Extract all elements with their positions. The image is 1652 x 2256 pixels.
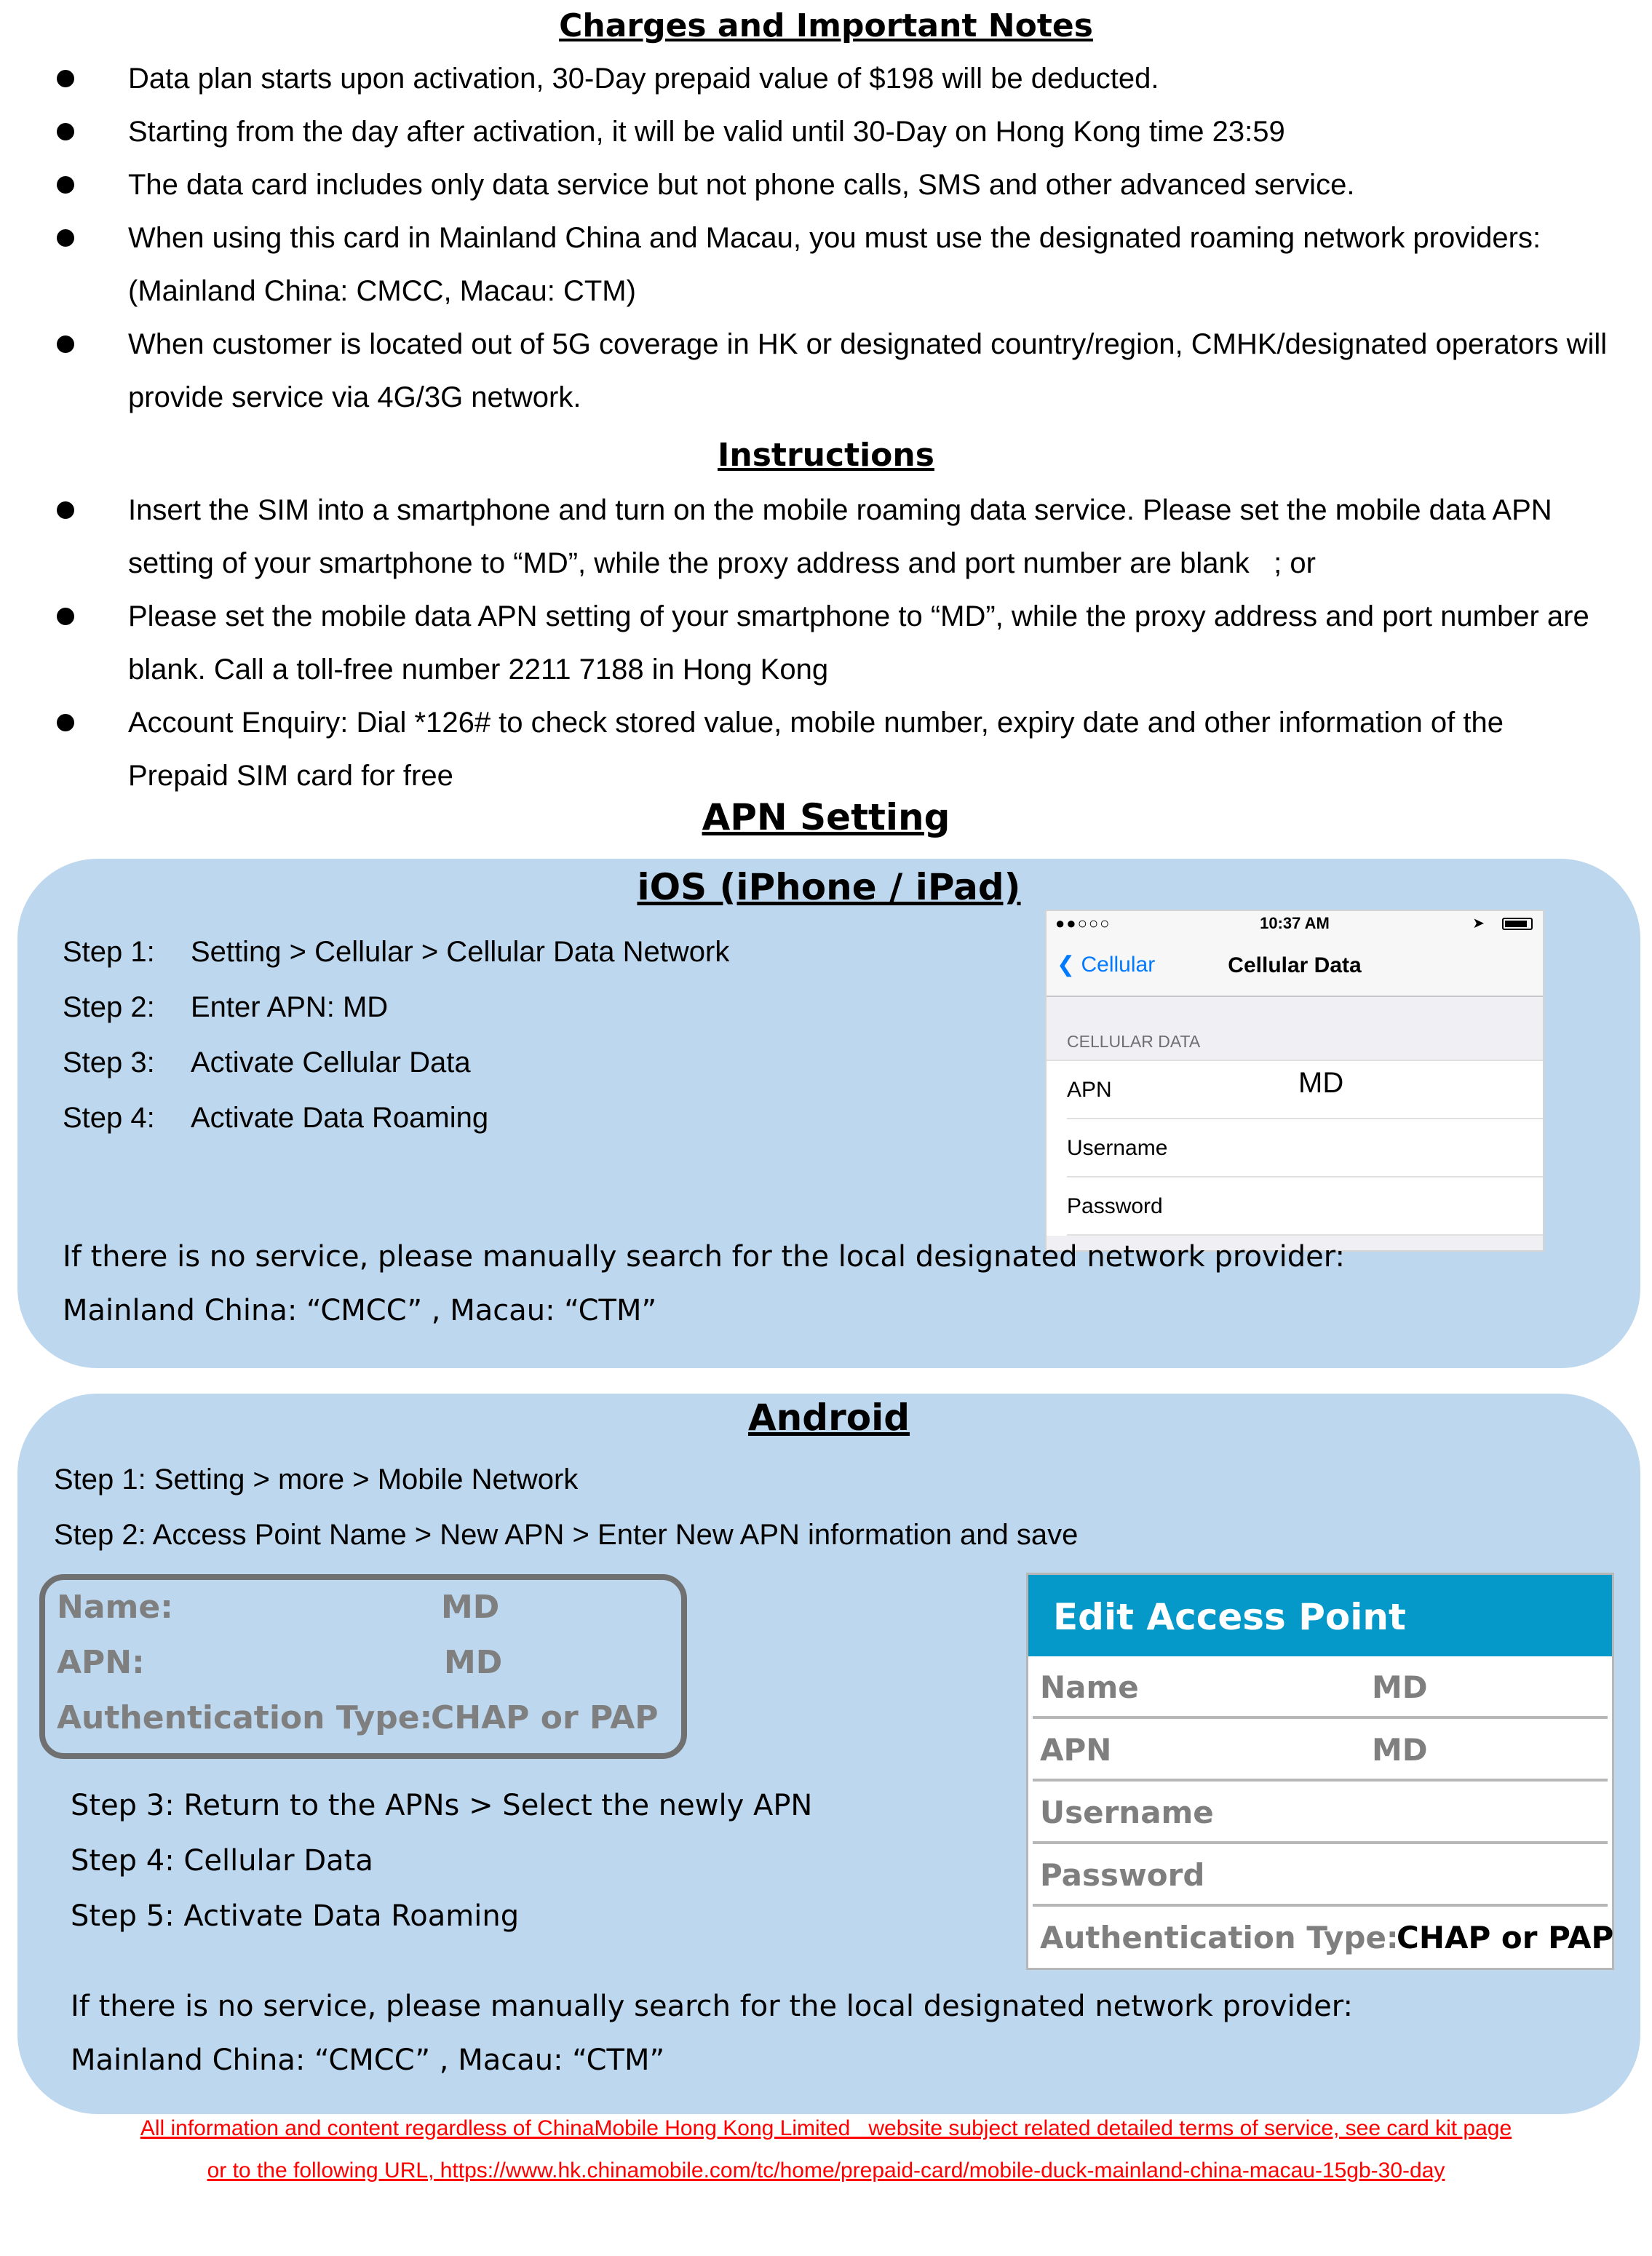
android-title: Android bbox=[747, 1397, 910, 1439]
apn-row[interactable]: APN MD bbox=[1067, 1061, 1543, 1119]
footer-disclaimer: All information and content regardless of ChinaMobile Hong Kong Limited website subject related detailed terms of service, see card kit page bbox=[140, 2116, 1512, 2140]
list-item: The data card includes only data service but not phone calls, SMS and other advanced service. bbox=[0, 159, 1652, 212]
list-item: Data plan starts upon activation, 30-Day prepaid value of $198 will be deducted. bbox=[0, 52, 1652, 106]
android-steps-bottom bbox=[71, 1778, 812, 1944]
bullet-icon bbox=[57, 123, 74, 140]
iphone-cellular-screenshot bbox=[1045, 910, 1544, 1252]
ios-panel bbox=[17, 859, 1640, 1368]
bullet-icon bbox=[57, 608, 74, 625]
list-item: Insert the SIM into a smartphone and turn on the mobile roaming data service. Please set the mobile data APN setting of your smartphone to “MD”, while the proxy address and port number are blank ; or bbox=[0, 484, 1652, 590]
terms-link[interactable]: https://www.hk.chinamobile.com/tc/home/prepaid-card/mobile-duck-mainland-china-macau-15gb-30-day bbox=[440, 2158, 1445, 2182]
eap-name-row[interactable]: Name MD bbox=[1033, 1656, 1608, 1719]
back-button[interactable]: ❮ Cellular bbox=[1057, 953, 1156, 977]
charges-list bbox=[0, 52, 1652, 424]
footer-url-line bbox=[0, 2158, 1652, 2183]
list-item: Account Enquiry: Dial *126# to check stored value, mobile number, expiry date and other information of the Prepaid SIM card for free bbox=[0, 696, 1652, 803]
list-item: When using this card in Mainland China and Macau, you must use the designated roaming network providers: (Mainland China: CMCC, Macau: CTM) bbox=[0, 212, 1652, 318]
eap-auth-row[interactable]: Authentication Type: CHAP or PAP bbox=[1040, 1920, 1614, 1955]
ios-no-service-note: If there is no service, please manually search for the local designated network provider: Mainland China: “CMCC” , Macau: “CTM” bbox=[63, 1240, 1345, 1327]
password-row[interactable]: Password bbox=[1067, 1177, 1543, 1236]
list-item: Step 1: Setting > more > Mobile Network bbox=[54, 1463, 579, 1496]
username-row[interactable]: Username bbox=[1067, 1119, 1543, 1177]
bullet-icon bbox=[57, 714, 74, 731]
list-item: Step 3: Activate Cellular Data bbox=[63, 1046, 471, 1079]
battery-icon bbox=[1502, 918, 1533, 930]
signal-icon: ●●○○○ bbox=[1055, 914, 1111, 932]
instructions-heading: Instructions bbox=[718, 437, 934, 474]
edit-access-point-title: Edit Access Point bbox=[1028, 1575, 1612, 1656]
list-item: Step 4: Activate Data Roaming bbox=[63, 1102, 489, 1134]
list-item: Step 5: Activate Data Roaming bbox=[71, 1899, 520, 1933]
section-header: CELLULAR DATA bbox=[1067, 1032, 1201, 1051]
bullet-icon bbox=[57, 335, 74, 353]
config-auth-row: Authentication Type: CHAP or PAP bbox=[57, 1699, 659, 1736]
nav-title: Cellular Data bbox=[1228, 953, 1362, 977]
nav-bar bbox=[1047, 936, 1543, 997]
bullet-icon bbox=[57, 501, 74, 519]
location-icon: ➤ bbox=[1472, 915, 1485, 932]
bullet-icon bbox=[57, 229, 74, 247]
bullet-icon bbox=[57, 176, 74, 194]
apn-config-box bbox=[39, 1574, 687, 1759]
settings-list bbox=[1047, 1060, 1543, 1236]
list-item: Step 4: Cellular Data bbox=[71, 1844, 373, 1878]
edit-access-point-screenshot bbox=[1026, 1573, 1614, 1970]
list-item: When customer is located out of 5G coverage in HK or designated country/region, CMHK/designated operators will provide service via 4G/3G network. bbox=[0, 318, 1652, 424]
list-item: Starting from the day after activation, it will be valid until 30-Day on Hong Kong time 23:59 bbox=[0, 106, 1652, 159]
status-time: 10:37 AM bbox=[1260, 914, 1330, 932]
charges-heading: Charges and Important Notes bbox=[559, 7, 1093, 44]
list-item: Please set the mobile data APN setting of your smartphone to “MD”, while the proxy address and port number are blank. Call a toll-free number 2211 7188 in Hong Kong bbox=[0, 590, 1652, 696]
bullet-icon bbox=[57, 70, 74, 87]
instructions-list bbox=[0, 484, 1652, 803]
status-bar bbox=[1047, 911, 1543, 936]
list-item: Step 1: Setting > Cellular > Cellular Data Network bbox=[63, 936, 730, 968]
list-item: Step 3: Return to the APNs > Select the newly APN bbox=[71, 1789, 813, 1822]
footer-url-prefix: or to the following URL, bbox=[207, 2158, 434, 2182]
apn-value: MD bbox=[1298, 1067, 1344, 1099]
eap-username-row[interactable]: Username bbox=[1033, 1782, 1608, 1844]
android-no-service-note: If there is no service, please manually search for the local designated network provider: Mainland China: “CMCC” , Macau: “CTM” bbox=[71, 1990, 1353, 2077]
list-item: Step 2: Enter APN: MD bbox=[63, 991, 389, 1023]
config-name-row: Name: MD bbox=[57, 1589, 500, 1626]
eap-apn-row[interactable]: APN MD bbox=[1033, 1719, 1608, 1782]
android-panel bbox=[17, 1394, 1640, 2114]
apn-setting-heading: APN Setting bbox=[702, 796, 950, 838]
chevron-left-icon: ❮ bbox=[1057, 953, 1076, 977]
list-item: Step 2: Access Point Name > New APN > Enter New APN information and save bbox=[54, 1519, 1079, 1551]
android-steps-top bbox=[54, 1452, 1078, 1562]
config-apn-row: APN: MD bbox=[57, 1644, 503, 1681]
ios-steps bbox=[63, 924, 729, 1145]
eap-password-row[interactable]: Password bbox=[1033, 1844, 1608, 1907]
ios-title: iOS (iPhone / iPad) bbox=[637, 866, 1021, 908]
